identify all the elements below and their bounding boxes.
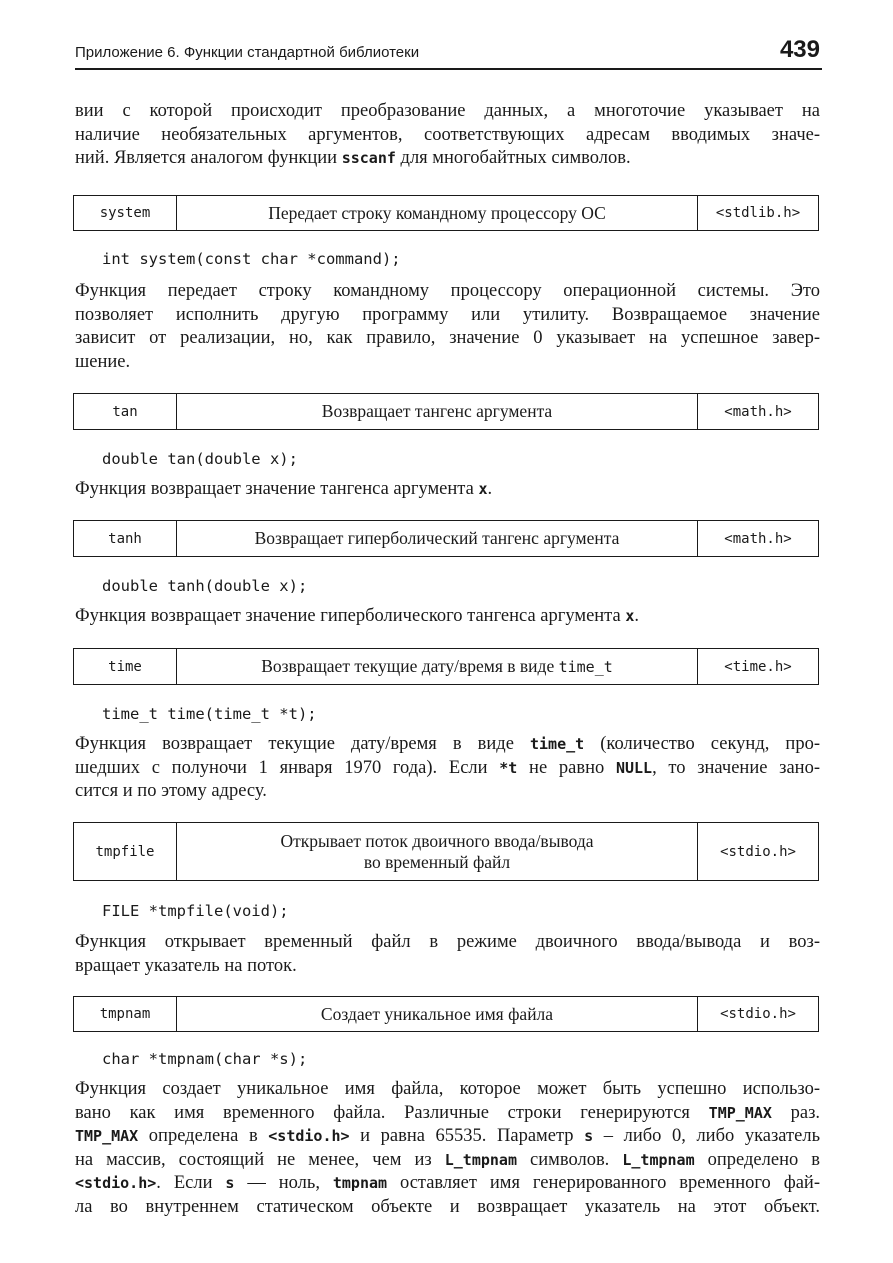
text-line (75, 1149, 820, 1173)
text-span: – либо 0, либо указатель (593, 1126, 821, 1146)
function-name: tan (74, 394, 177, 429)
code-span: time_t (530, 735, 585, 753)
header-title: Приложение 6. Функции стандартной библиотеки (75, 44, 420, 61)
function-header-file: <stdio.h> (720, 1006, 796, 1022)
text-span: вано как имя временного файла. Различные строки генерируются (75, 1102, 709, 1123)
page-number: 439 (779, 36, 820, 63)
function-table-tanh (73, 520, 819, 557)
code-span: TMP_MAX (75, 1127, 139, 1145)
text-line: позволяет исполнить другую программу или утилиту. Возвращаемое значение (75, 304, 820, 325)
tan-description-paragraph (75, 478, 820, 502)
code-span: TMP_MAX (708, 1103, 772, 1122)
text-line: шение. (75, 351, 131, 372)
text-span: — ноль, (234, 1173, 333, 1193)
function-table-tmpnam (73, 996, 819, 1032)
text-line: Функция открывает временный файл в режиме двоичного ввода/вывода и воз- (75, 932, 820, 952)
text-line (75, 1172, 820, 1196)
text-span: оставляет имя генерированного временного фай- (387, 1173, 820, 1193)
code-span: L_tmpnam (622, 1150, 695, 1169)
text-line: Функция создает уникальное имя файла, которое может быть успешно использо- (75, 1079, 820, 1099)
text-line: вращает указатель на поток. (75, 955, 297, 976)
function-table-tmpfile (73, 822, 819, 881)
function-name: time (74, 649, 177, 684)
text-span: Возвращает текущие дату/время в виде (261, 655, 559, 676)
text-line (75, 757, 820, 781)
text-span: и равна 65535. Параметр (349, 1126, 585, 1146)
tmpnam-description-paragraph (75, 1078, 820, 1219)
function-table-tan (73, 393, 819, 430)
function-description: Передает строку командному процессору ОС (177, 196, 698, 230)
time-description-paragraph (75, 733, 820, 804)
code-span: <stdio.h> (75, 1174, 157, 1192)
function-description (177, 649, 698, 684)
text-span: шедших с полуночи 1 января 1970 года). Если (75, 757, 500, 778)
function-table-time (73, 648, 819, 685)
running-header (75, 38, 822, 70)
function-prototype: char *tmpnam(char *s); (102, 1050, 308, 1068)
text-span: определено в (694, 1149, 821, 1170)
text-span: , то значение зано- (652, 757, 820, 778)
function-prototype: double tanh(double x); (102, 577, 308, 595)
text-span: . Если (156, 1173, 226, 1193)
function-description (177, 823, 698, 880)
function-description: Возвращает тангенс аргумента (177, 394, 698, 429)
tmpfile-description-paragraph (75, 931, 820, 978)
code-span: NULL (615, 758, 653, 777)
function-header-file: <time.h> (724, 658, 792, 675)
code-span: <stdio.h> (268, 1127, 350, 1145)
text-span: на массив, состоящий не менее, чем из (75, 1149, 445, 1170)
text-line (75, 733, 820, 757)
code-span: x (625, 607, 635, 625)
function-prototype: int system(const char *command); (102, 250, 401, 268)
code-span: L_tmpnam (444, 1150, 517, 1169)
tanh-description-paragraph (75, 605, 820, 629)
text-line (75, 478, 820, 502)
code-span: tmpnam (332, 1174, 388, 1192)
text-line: Функция передает строку командному процессору операционной системы. Это (75, 281, 820, 301)
text-line (75, 1125, 820, 1149)
function-header-file: <stdio.h> (720, 843, 796, 860)
code-span: x (478, 480, 488, 498)
text-line (75, 605, 820, 629)
function-name: tanh (74, 521, 177, 556)
text-span: раз. (771, 1102, 820, 1123)
text-line (75, 147, 820, 171)
text-span: символов. (516, 1149, 623, 1170)
text-span: Функция возвращает текущие дату/время в виде (75, 734, 530, 754)
text-span: не равно (517, 757, 616, 778)
function-header-file: <math.h> (724, 530, 792, 547)
code-span: s (584, 1127, 594, 1145)
text-line: вии с которой происходит преобразование данных, а многоточие указывает на (75, 101, 820, 121)
text-line: зависит от реализации, но, как правило, значение 0 указывает на успешное завер- (75, 328, 820, 348)
text-span: (количество секунд, про- (584, 734, 820, 754)
code-span: s (225, 1174, 235, 1192)
text-span: Функция возвращает значение гиперболического тангенса аргумента (75, 606, 626, 626)
code-span: *t (499, 758, 518, 777)
text-line (75, 1102, 820, 1126)
text-span: Функция возвращает значение тангенса аргумента (75, 479, 479, 499)
function-description: Возвращает гиперболический тангенс аргумента (177, 521, 698, 556)
text-span: для многобайтных символов. (395, 148, 631, 168)
function-header-file: <math.h> (724, 403, 792, 420)
function-prototype: double tan(double x); (102, 450, 298, 468)
text-span: определена в (138, 1126, 269, 1146)
code-span: sscanf (341, 149, 396, 167)
system-description-paragraph (75, 280, 820, 374)
text-span: . (487, 479, 493, 499)
function-table-system (73, 195, 819, 231)
intro-paragraph (75, 100, 820, 171)
text-line: ла во внутреннем статическом объекте и возвращает указатель на этот объект. (75, 1196, 820, 1217)
text-span: . (634, 606, 639, 626)
function-description: Создает уникальное имя файла (177, 997, 698, 1031)
function-prototype: FILE *tmpfile(void); (102, 902, 289, 920)
function-name: system (74, 196, 177, 230)
text-line: сится и по этому адресу. (75, 781, 267, 801)
description-line: Открывает поток двоичного ввода/вывода (280, 830, 594, 851)
function-name: tmpfile (74, 823, 177, 880)
function-header-file: <stdlib.h> (715, 205, 801, 221)
code-span: time_t (558, 657, 613, 676)
text-line: наличие необязательных аргументов, соответствующих адресам вводимых значе- (75, 124, 820, 145)
text-span: ний. Является аналогом функции (75, 148, 342, 168)
function-name: tmpnam (74, 997, 177, 1031)
description-line: во временный файл (363, 851, 511, 872)
function-prototype: time_t time(time_t *t); (102, 705, 317, 723)
